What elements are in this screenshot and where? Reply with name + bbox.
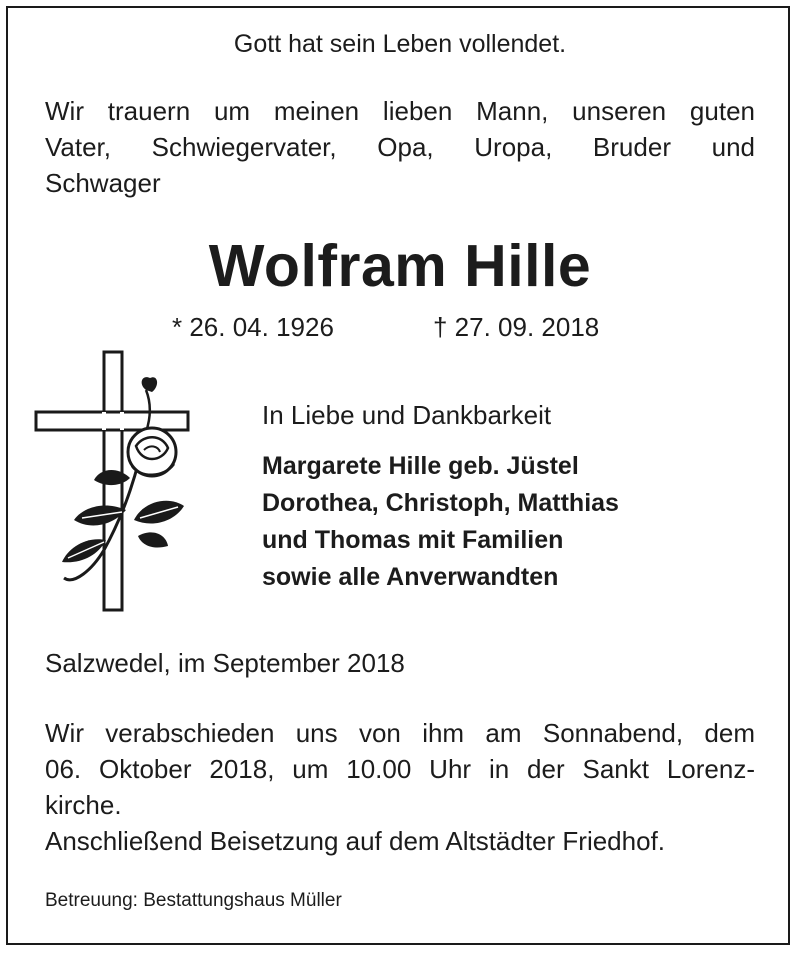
place-date: Salzwedel, im September 2018 xyxy=(45,648,405,678)
deceased-name: Wolfram Hille xyxy=(208,233,592,299)
mourner-line-2: Dorothea, Christoph, Matthias xyxy=(262,489,619,517)
ceremony-line-2: 06. Oktober 2018, um 10.00 Uhr in der Sankt Lorenz- xyxy=(45,754,755,784)
ceremony-line-4: Anschließend Beisetzung auf dem Altstädter Friedhof. xyxy=(45,826,666,856)
motto: Gott hat sein Leben vollendet. xyxy=(233,30,567,58)
mourner-line-4: sowie alle Anverwandten xyxy=(262,563,559,591)
death-date: † 27. 09. 2018 xyxy=(433,312,600,342)
funeral-home-credit: Betreuung: Bestattungshaus Müller xyxy=(45,890,342,911)
ceremony-line-3: kirche. xyxy=(45,790,122,820)
intro-line-1: Wir trauern um meinen lieben Mann, unseren guten xyxy=(45,96,755,126)
mourners-intro: In Liebe und Dankbarkeit xyxy=(262,400,552,430)
cross-with-rose-icon xyxy=(34,350,194,615)
mourner-line-1: Margarete Hille geb. Jüstel xyxy=(262,452,579,480)
birth-date: * 26. 04. 1926 xyxy=(172,312,334,342)
ceremony-line-1: Wir verabschieden uns von ihm am Sonnabend, dem xyxy=(45,718,755,748)
intro-line-2: Vater, Schwiegervater, Opa, Uropa, Bruder und xyxy=(45,132,755,162)
intro-line-3: Schwager xyxy=(45,168,161,198)
mourner-line-3: und Thomas mit Familien xyxy=(262,526,564,554)
